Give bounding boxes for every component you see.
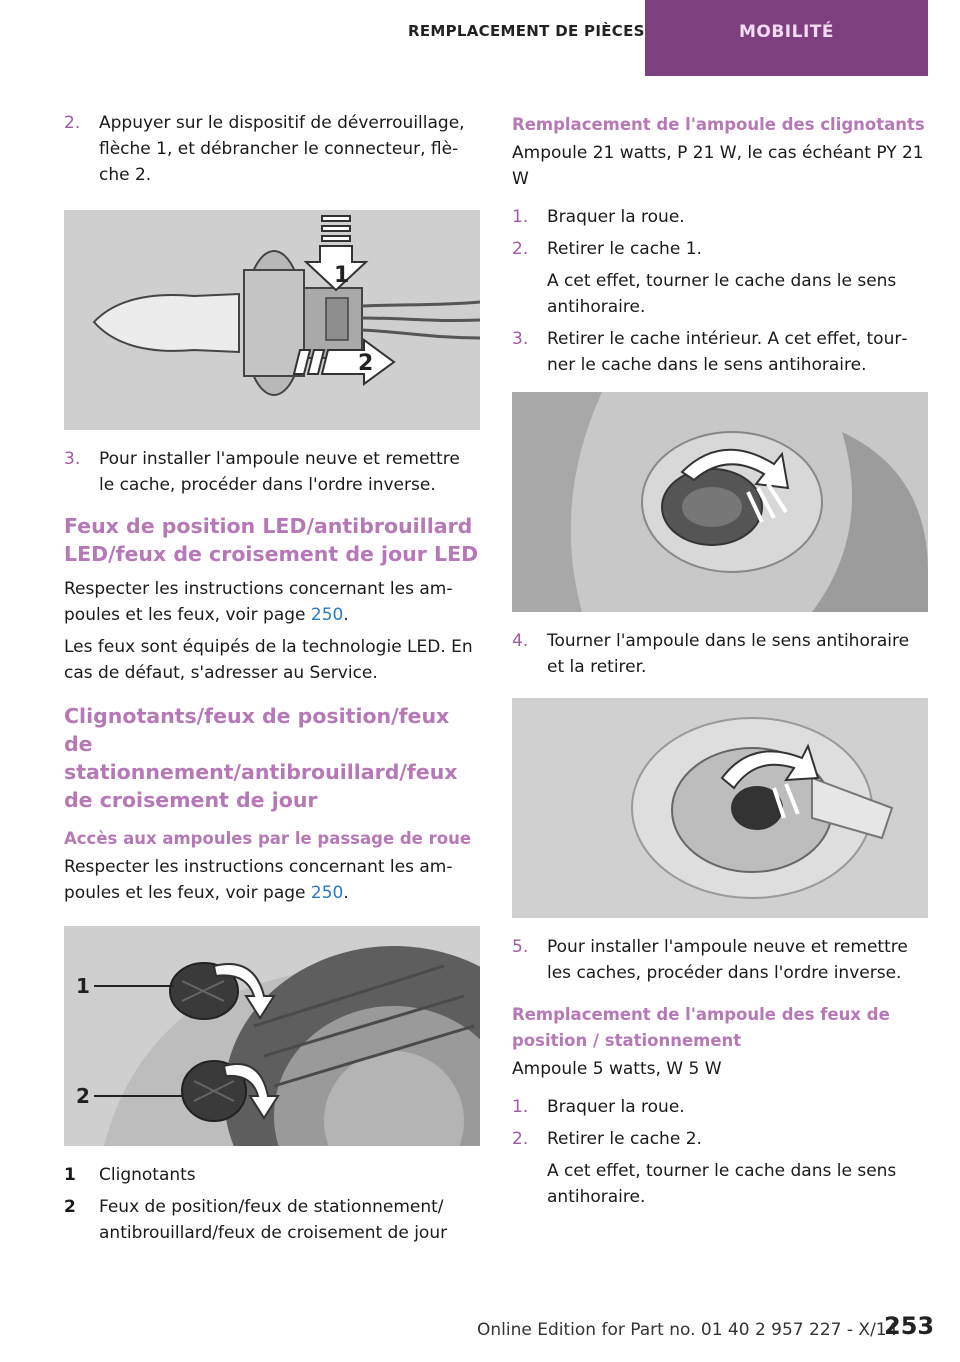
step-number: 1. (512, 1097, 529, 1117)
position-light-steps (512, 1094, 928, 1210)
step-2-unlock (64, 110, 480, 188)
step-4-rotate-bulb (512, 628, 928, 680)
step-item (512, 236, 928, 320)
page-link-250[interactable]: 250 (310, 605, 344, 625)
step-text: Retirer le cache 1. (547, 239, 702, 259)
step-number: 2. (512, 239, 529, 259)
step-number: 3. (64, 449, 81, 469)
step-number: 3. (512, 329, 529, 349)
step-number: 4. (512, 631, 529, 651)
heading-led-lights: Feux de position LED/antibrouillard LED/feux de croisement de jour LED (64, 514, 479, 566)
led-paragraph-2: Les feux sont équipés de la technologie LED. En cas de défaut, s'adresser au Service. (64, 637, 473, 683)
footer-edition: Online Edition for Part no. 01 40 2 957 227 - X/14 (477, 1320, 898, 1340)
step-item (512, 204, 928, 230)
left-column (64, 110, 480, 1252)
step-subtext: A cet effet, tourner le cache dans le sens antihoraire. (547, 271, 897, 317)
step-text: Retirer le cache 2. (547, 1129, 702, 1149)
wheel-arch-figure (64, 926, 480, 1146)
step-text: Tourner l'ampoule dans le sens antihoraire et la retirer. (547, 631, 910, 677)
step-number: 2. (64, 113, 81, 133)
access-paragraph (64, 854, 480, 906)
led-p1-end: . (343, 605, 349, 625)
turn-signal-bulb-spec: Ampoule 21 watts, P 21 W, le cas échéant PY 21 W (512, 143, 924, 189)
page-link-250[interactable]: 250 (310, 883, 344, 903)
legend-text: Clignotants (99, 1165, 196, 1185)
figure-label-2: 2 (358, 351, 374, 376)
legend-item (64, 1162, 480, 1188)
led-paragraph-1 (64, 576, 480, 628)
access-p-end: . (343, 883, 349, 903)
heading-wheel-arch-access: Accès aux ampoules par le passage de roue (64, 829, 472, 848)
step-subtext: A cet effet, tourner le cache dans le sens antihoraire. (547, 1161, 897, 1207)
wheel-arch-illustration (64, 926, 480, 1146)
step-number: 5. (512, 937, 529, 957)
legend-item (64, 1194, 480, 1246)
step-text: Pour installer l'ampoule neuve et remettre les caches, procéder dans l'ordre inverse. (547, 937, 908, 983)
bulb-removal-figure (512, 698, 928, 918)
legend-text: Feux de position/feux de stationnement/ antibrouillard/feux de croisement de jour (99, 1197, 448, 1243)
step-text: Pour installer l'ampoule neuve et remettre le cache, procéder dans l'ordre inverse. (99, 449, 460, 495)
step-number: 2. (512, 1129, 529, 1149)
figure-label-1: 1 (76, 974, 90, 998)
step-text: Braquer la roue. (547, 207, 685, 227)
legend-number: 1 (64, 1165, 76, 1185)
step-number: 1. (512, 207, 529, 227)
bulb-removal-illustration (512, 698, 928, 918)
step-item (512, 326, 928, 378)
step-3-install (64, 446, 480, 498)
step-5-reinstall (512, 934, 928, 986)
step-item (512, 1126, 928, 1210)
page-number: 253 (884, 1312, 935, 1340)
bulb-connector-figure (64, 210, 480, 430)
step-text: Retirer le cache intérieur. A cet effet, tourner le cache dans le sens antihoraire. (547, 329, 908, 375)
figure-legend (64, 1162, 480, 1246)
heading-position-light-bulb: Remplacement de l'ampoule des feux de position / stationnement (512, 1005, 890, 1050)
step-text: Braquer la roue. (547, 1097, 685, 1117)
led-p1-text: Respecter les instructions concernant les ampoules et les feux, voir page (64, 579, 453, 625)
turn-signal-steps (512, 204, 928, 378)
position-bulb-spec: Ampoule 5 watts, W 5 W (512, 1059, 722, 1079)
bulb-connector-illustration (64, 210, 480, 430)
access-p-text: Respecter les instructions concernant les ampoules et les feux, voir page (64, 857, 453, 903)
chapter-tab-label: MOBILITÉ (738, 22, 835, 42)
step-item (512, 1094, 928, 1120)
legend-number: 2 (64, 1197, 76, 1217)
inner-cover-illustration (512, 392, 928, 612)
figure-label-1: 1 (334, 263, 350, 288)
running-header-section: REMPLACEMENT DE PIÈCES (408, 22, 645, 40)
heading-turn-signal-bulb: Remplacement de l'ampoule des clignotants (512, 115, 925, 134)
inner-cover-figure (512, 392, 928, 612)
figure-label-2: 2 (76, 1084, 90, 1108)
heading-turn-signals: Clignotants/feux de position/feux de stationnement/antibrouillard/feux de croisement de jour (64, 704, 458, 812)
chapter-tab (645, 0, 928, 76)
step-text: Appuyer sur le dispositif de déverrouillage, flèche 1, et débrancher le connecteur, flèche 2. (99, 113, 465, 185)
right-column (512, 112, 928, 1216)
